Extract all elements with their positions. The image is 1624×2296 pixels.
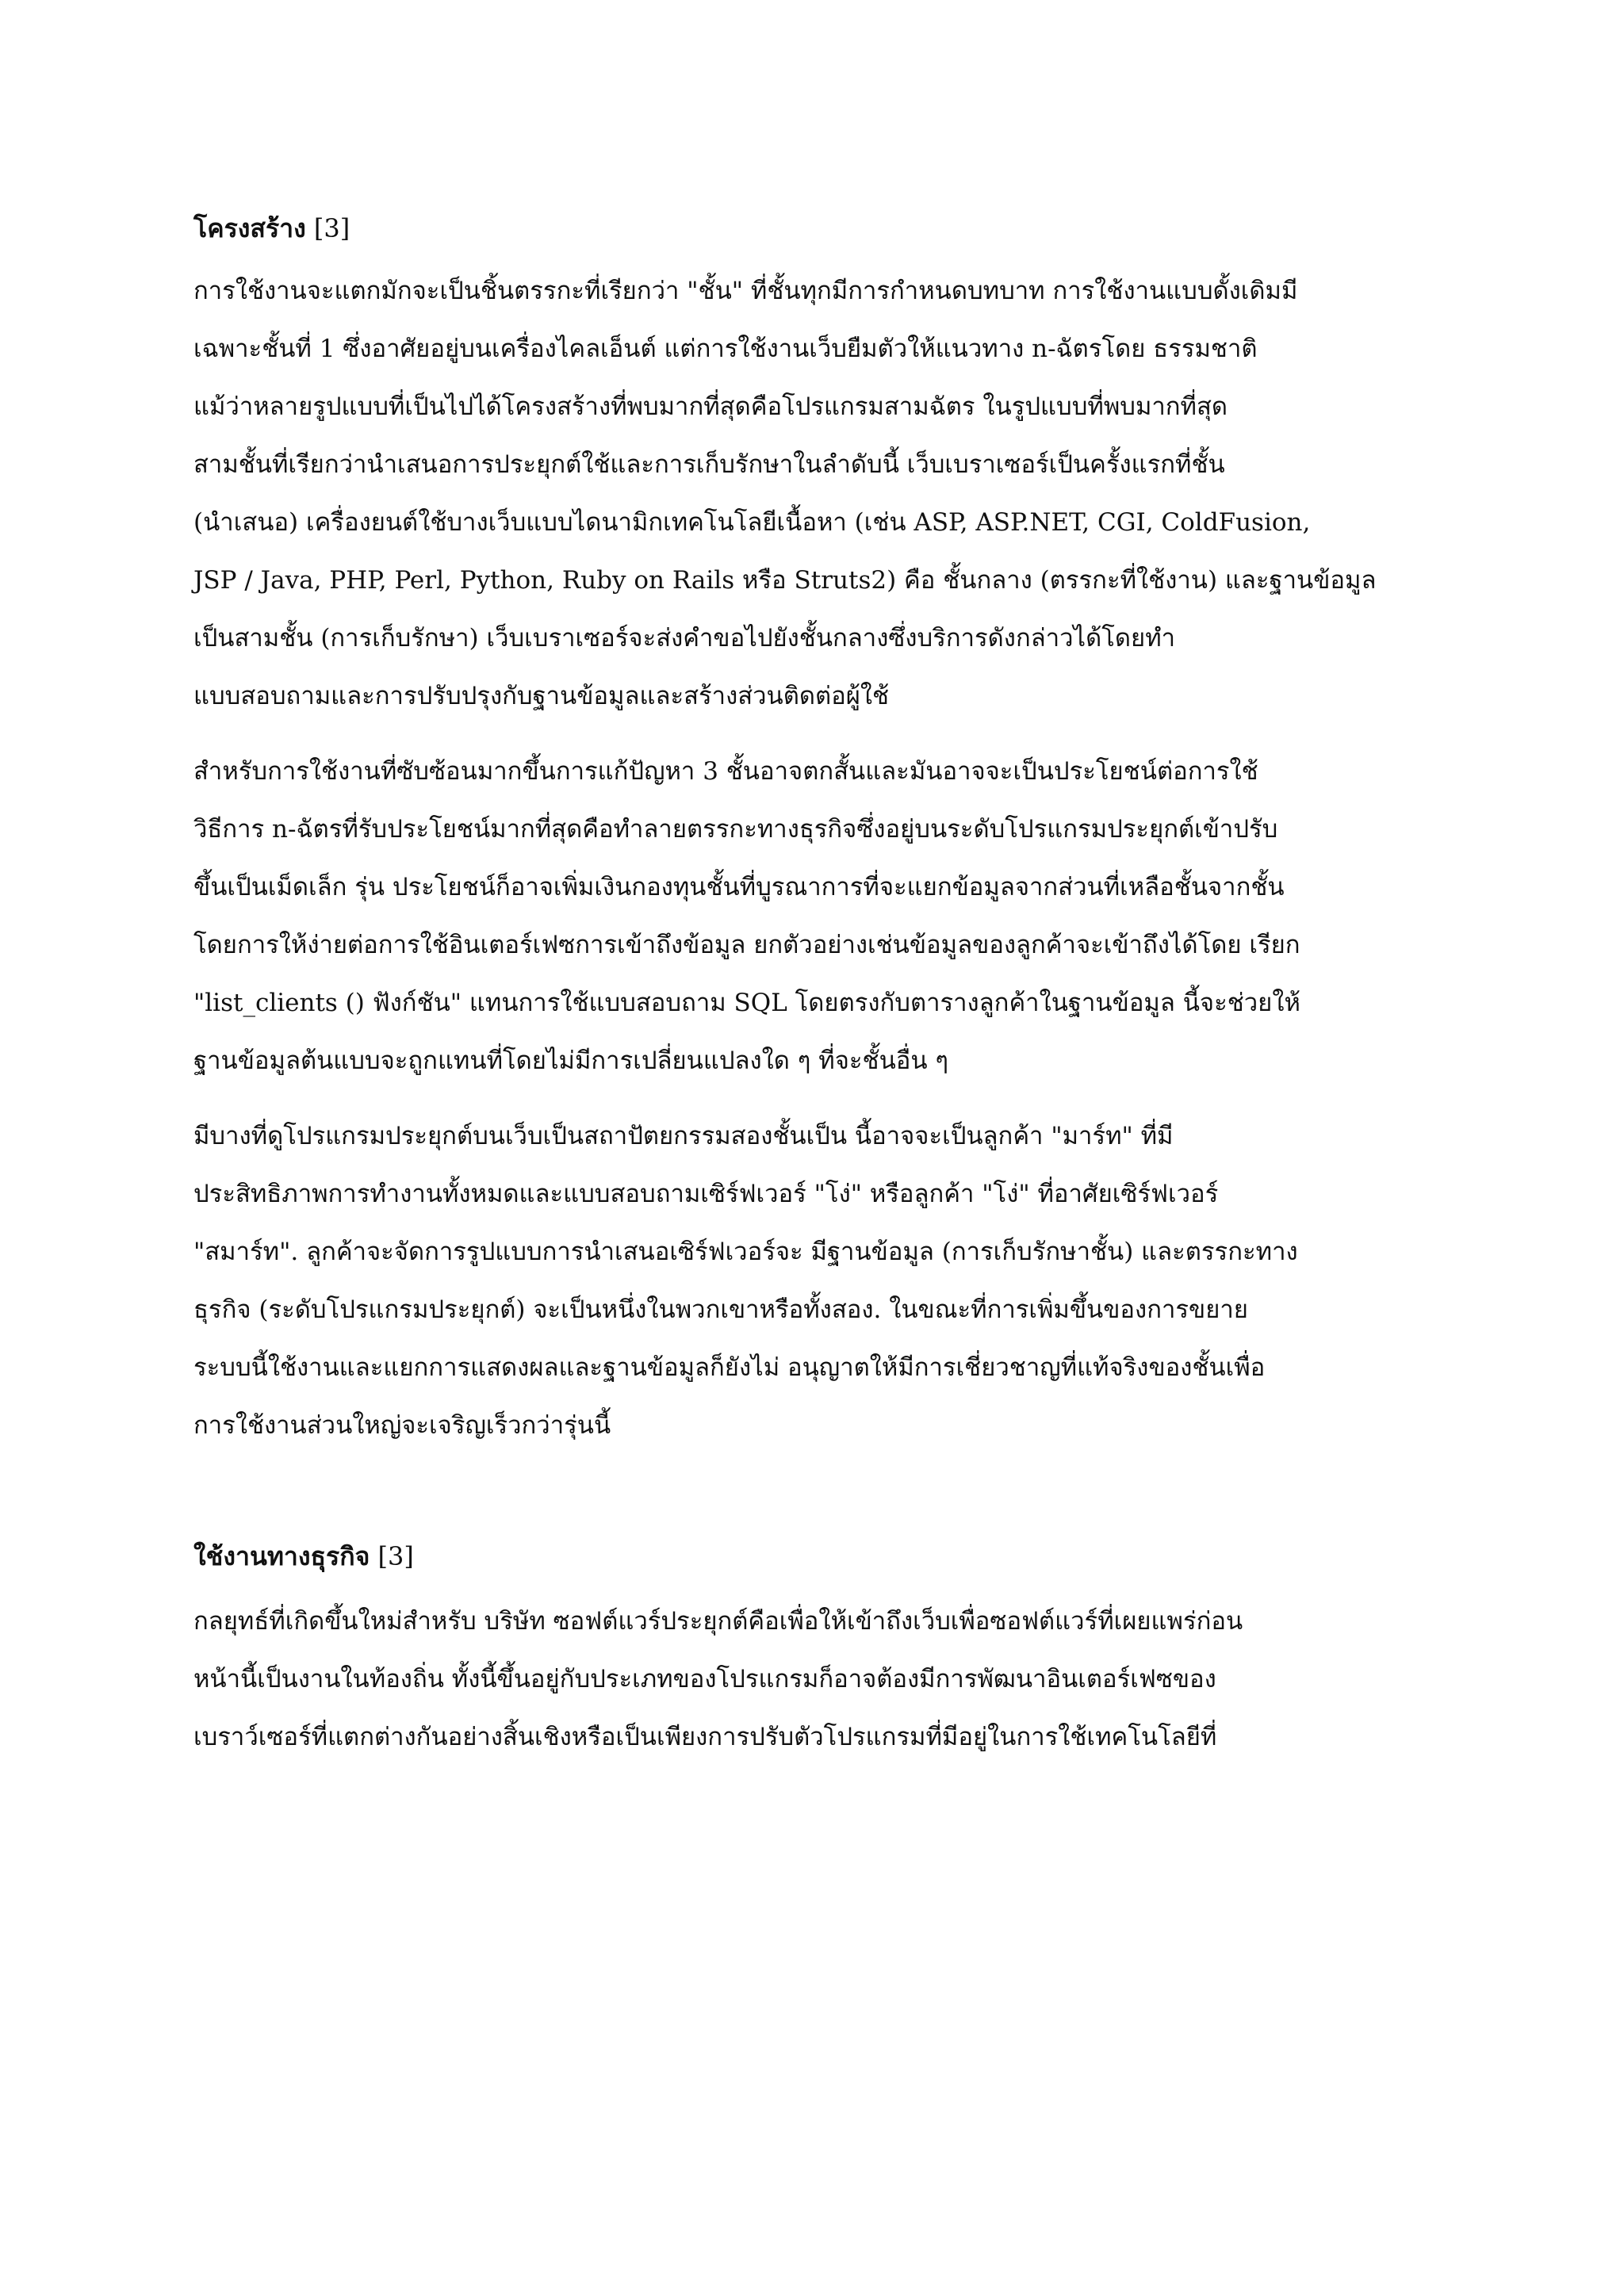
paragraph-line: สำหรับการใช้งานที่ซับซ้อนมากขึ้นการแก้ปัญหา 3 ชั้นอาจตกสั้นและมันอาจจะเป็นประโยชน์ต่อการใช้ bbox=[193, 757, 1258, 786]
section-heading bbox=[193, 1539, 414, 1574]
paragraph-line: หน้านี้เป็นงานในท้องถิ่น ทั้งนี้ขึ้นอยู่กับประเภทของโปรแกรมก็อาจต้องมีการพัฒนาอินเตอร์เฟซของ bbox=[193, 1665, 1216, 1693]
section-title: ใช้งานทางธุรกิจ bbox=[193, 1541, 370, 1571]
reference-marker: [3] bbox=[313, 213, 350, 243]
paragraph-line: "สมาร์ท". ลูกค้าจะจัดการรูปแบบการนำเสนอเซิร์ฟเวอร์จะ มีฐานข้อมูล (การเก็บรักษาชั้น) และตรรกะทาง bbox=[193, 1238, 1298, 1266]
paragraph-line: เบราว์เซอร์ที่แตกต่างกันอย่างสิ้นเชิงหรือเป็นเพียงการปรับตัวโปรแกรมที่มีอยู่ในการใช้เทคโนโลยีที่ bbox=[193, 1723, 1217, 1751]
paragraph-line: JSP / Java, PHP, Perl, Python, Ruby on Rails หรือ Struts2) คือ ชั้นกลาง (ตรรกะที่ใช้งาน) และฐานข้อมูล bbox=[193, 566, 1377, 595]
paragraph-line: แบบสอบถามและการปรับปรุงกับฐานข้อมูลและสร้างส่วนติดต่อผู้ใช้ bbox=[193, 682, 890, 710]
paragraph-line: โดยการให้ง่ายต่อการใช้อินเตอร์เฟซการเข้าถึงข้อมูล ยกตัวอย่างเช่นข้อมูลของลูกค้าจะเข้าถึงได้โดย เรียก bbox=[193, 931, 1300, 959]
paragraph-line: (นำเสนอ) เครื่องยนต์ใช้บางเว็บแบบไดนามิกเทคโนโลยีเนื้อหา (เช่น ASP, ASP.NET, CGI, ColdFusion, bbox=[193, 508, 1311, 537]
paragraph-line: ประสิทธิภาพการทำงานทั้งหมดและแบบสอบถามเซิร์ฟเวอร์ "โง่" หรือลูกค้า "โง่" ที่อาศัยเซิร์ฟเวอร์ bbox=[193, 1180, 1219, 1208]
paragraph-line: กลยุทธ์ที่เกิดขึ้นใหม่สำหรับ บริษัท ซอฟต์แวร์ประยุกต์คือเพื่อให้เข้าถึงเว็บเพื่อซอฟต์แวร์ที่เผยแพร่ก่อน bbox=[193, 1607, 1243, 1636]
paragraph-line: ระบบนี้ใช้งานและแยกการแสดงผลและฐานข้อมูลก็ยังไม่ อนุญาตให้มีการเชี่ยวชาญที่แท้จริงของชั้นเพื่อ bbox=[193, 1353, 1266, 1382]
paragraph-line: ธุรกิจ (ระดับโปรแกรมประยุกต์) จะเป็นหนึ่งในพวกเขาหรือทั้งสอง. ในขณะที่การเพิ่มขึ้นของการขยาย bbox=[193, 1295, 1248, 1324]
paragraph-line: แม้ว่าหลายรูปแบบที่เป็นไปได้โครงสร้างที่พบมากที่สุดคือโปรแกรมสามฉัตร ในรูปแบบที่พบมากที่สุด bbox=[193, 392, 1228, 421]
section-heading bbox=[193, 211, 350, 246]
paragraph-line: ขึ้นเป็นเม็ดเล็ก รุ่น ประโยชน์ก็อาจเพิ่มเงินกองทุนชั้นที่บูรณาการที่จะแยกข้อมูลจากส่วนที่เหลือชั้นจากชั้น bbox=[193, 873, 1285, 901]
reference-marker: [3] bbox=[377, 1541, 414, 1571]
paragraph-line: วิธีการ n-ฉัตรที่รับประโยชน์มากที่สุดคือทำลายตรรกะทางธุรกิจซึ่งอยู่บนระดับโปรแกรมประยุกต์เข้าปรับ bbox=[193, 815, 1278, 844]
paragraph-line: สามชั้นที่เรียกว่านำเสนอการประยุกต์ใช้และการเก็บรักษาในลำดับนี้ เว็บเบราเซอร์เป็นครั้งแรกที่ชั้น bbox=[193, 450, 1225, 479]
section-title: โครงสร้าง bbox=[193, 213, 306, 243]
paragraph-line: การใช้งานจะแตกมักจะเป็นชิ้นตรรกะที่เรียกว่า "ชั้น" ที่ชั้นทุกมีการกำหนดบทบาท การใช้งานแบบดั้งเดิมมี bbox=[193, 277, 1298, 305]
paragraph-line: มีบางที่ดูโปรแกรมประยุกต์บนเว็บเป็นสถาปัตยกรรมสองชั้นเป็น นี้อาจจะเป็นลูกค้า "มาร์ท" ที่มี bbox=[193, 1122, 1174, 1150]
paragraph-line: ฐานข้อมูลต้นแบบจะถูกแทนที่โดยไม่มีการเปลี่ยนแปลงใด ๆ ที่จะชั้นอื่น ๆ bbox=[193, 1047, 949, 1075]
paragraph-line: เฉพาะชั้นที่ 1 ซึ่งอาศัยอยู่บนเครื่องไคลเอ็นต์ แต่การใช้งานเว็บยืมตัวให้แนวทาง n-ฉัตรโดย ธรรมชาติ bbox=[193, 335, 1258, 363]
paragraph-line: "list_clients () ฟังก์ชัน" แทนการใช้แบบสอบถาม SQL โดยตรงกับตารางลูกค้าในฐานข้อมูล นี้จะช่วยให้ bbox=[193, 989, 1300, 1017]
paragraph-line: เป็นสามชั้น (การเก็บรักษา) เว็บเบราเซอร์จะส่งคำขอไปยังชั้นกลางซึ่งบริการดังกล่าวได้โดยทำ bbox=[193, 624, 1176, 652]
paragraph-line: การใช้งานส่วนใหญ่จะเจริญเร็วกว่ารุ่นนี้ bbox=[193, 1411, 611, 1440]
